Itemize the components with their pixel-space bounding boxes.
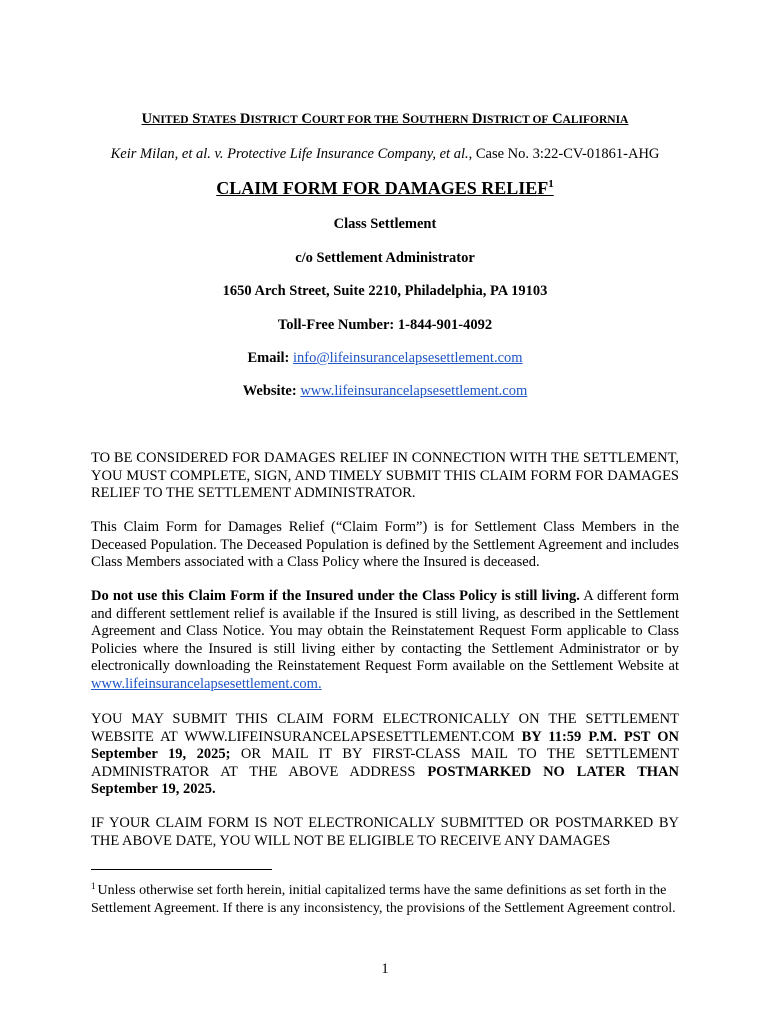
phone-line: Toll-Free Number: 1-844-901-4092	[277, 317, 493, 333]
page-number: 1	[381, 961, 389, 977]
case-number: , Case No. 3:22-CV-01861-AHG	[468, 146, 660, 162]
case-parties: Keir Milan, et al. v. Protective Life Insurance Company, et al.	[110, 146, 469, 162]
email-line: Email: info@lifeinsurancelapsesettlement.com	[247, 350, 523, 366]
footnote-marker: 1	[91, 881, 96, 891]
footnote: $^1$ Unless otherwise set forth herein, initial capitalized terms have the same definitions as set forth in the Settlement Agreement. If there is any inconsistency, the provisions of the Settlement Agreement control.	[91, 881, 676, 916]
title-footnote-marker: 1	[548, 178, 554, 190]
form-title: CLAIM FORM FOR DAMAGES RELIEF$^1$	[216, 178, 554, 198]
website-line: Website: www.lifeinsurancelapsesettlement.com	[242, 383, 528, 399]
case-caption	[0, 146, 770, 163]
eligibility-paragraph: This Claim Form for Damages Relief (“Claim Form”) is for Settlement Class Members in the Deceased Population. The Deceased Population is defined by the Settlement Agreement and includes Class Members associated with a Class Policy where the Insured is deceased.	[91, 519, 679, 570]
settlement-website-link[interactable]: www.lifeinsurancelapsesettlement.com.	[91, 675, 322, 692]
instruction-paragraph: TO BE CONSIDERED FOR DAMAGES RELIEF IN CONNECTION WITH THE SETTLEMENT, YOU MUST COMPLETE, SIGN, AND TIMELY SUBMIT THIS CLAIM FORM FOR DAMAGES RELIEF TO THE SETTLEMENT ADMINISTRATOR.	[91, 450, 679, 501]
warning-text: Do not use this Claim Form if the Insured under the Class Policy is still living.	[91, 588, 580, 604]
submission-deadline-paragraph: YOU MAY SUBMIT THIS CLAIM FORM ELECTRONICALLY ON THE SETTLEMENT WEBSITE AT WWW.LIFEINSURANCELAPSESETTLEMENT.COM BY 11:59 P.M. PST ON September 19, 2025; OR MAIL IT BY FIRST-CLASS MAIL TO THE SETTLEMENT ADMINISTRATOR AT THE ABOVE ADDRESS POSTMARKED NO LATER THAN September 19, 2025.	[91, 711, 679, 797]
footnote-divider	[91, 869, 272, 870]
address-line: 1650 Arch Street, Suite 2210, Philadelphia, PA 19103	[222, 283, 548, 299]
living-insured-paragraph: Do not use this Claim Form if the Insured under the Class Policy is still living. A different form and different settlement relief is available if the Insured is still living, as described in the Settlement Agreement and Class Notice. You may obtain the Reinstatement Request Form applicable to Class Policies where the Insured is still living either by contacting the Settlement Administrator or by electronically downloading the Reinstatement Request Form available on the Settlement Website at www.lifeinsurancelapsesettlement.com.	[91, 588, 679, 692]
care-of-line: c/o Settlement Administrator	[295, 250, 475, 266]
court-name: UNITED STATES DISTRICT COURT FOR THE SOUTHERN DISTRICT OF CALIFORNIA	[141, 111, 629, 127]
website-link[interactable]: www.lifeinsurancelapsesettlement.com	[300, 383, 528, 399]
email-link[interactable]: info@lifeinsurancelapsesettlement.com	[292, 350, 523, 366]
class-settlement-line: Class Settlement	[333, 216, 437, 232]
ineligibility-paragraph: IF YOUR CLAIM FORM IS NOT ELECTRONICALLY SUBMITTED OR POSTMARKED BY THE ABOVE DATE, YOU WILL NOT BE ELIGIBLE TO RECEIVE ANY DAMAGES	[91, 815, 679, 849]
